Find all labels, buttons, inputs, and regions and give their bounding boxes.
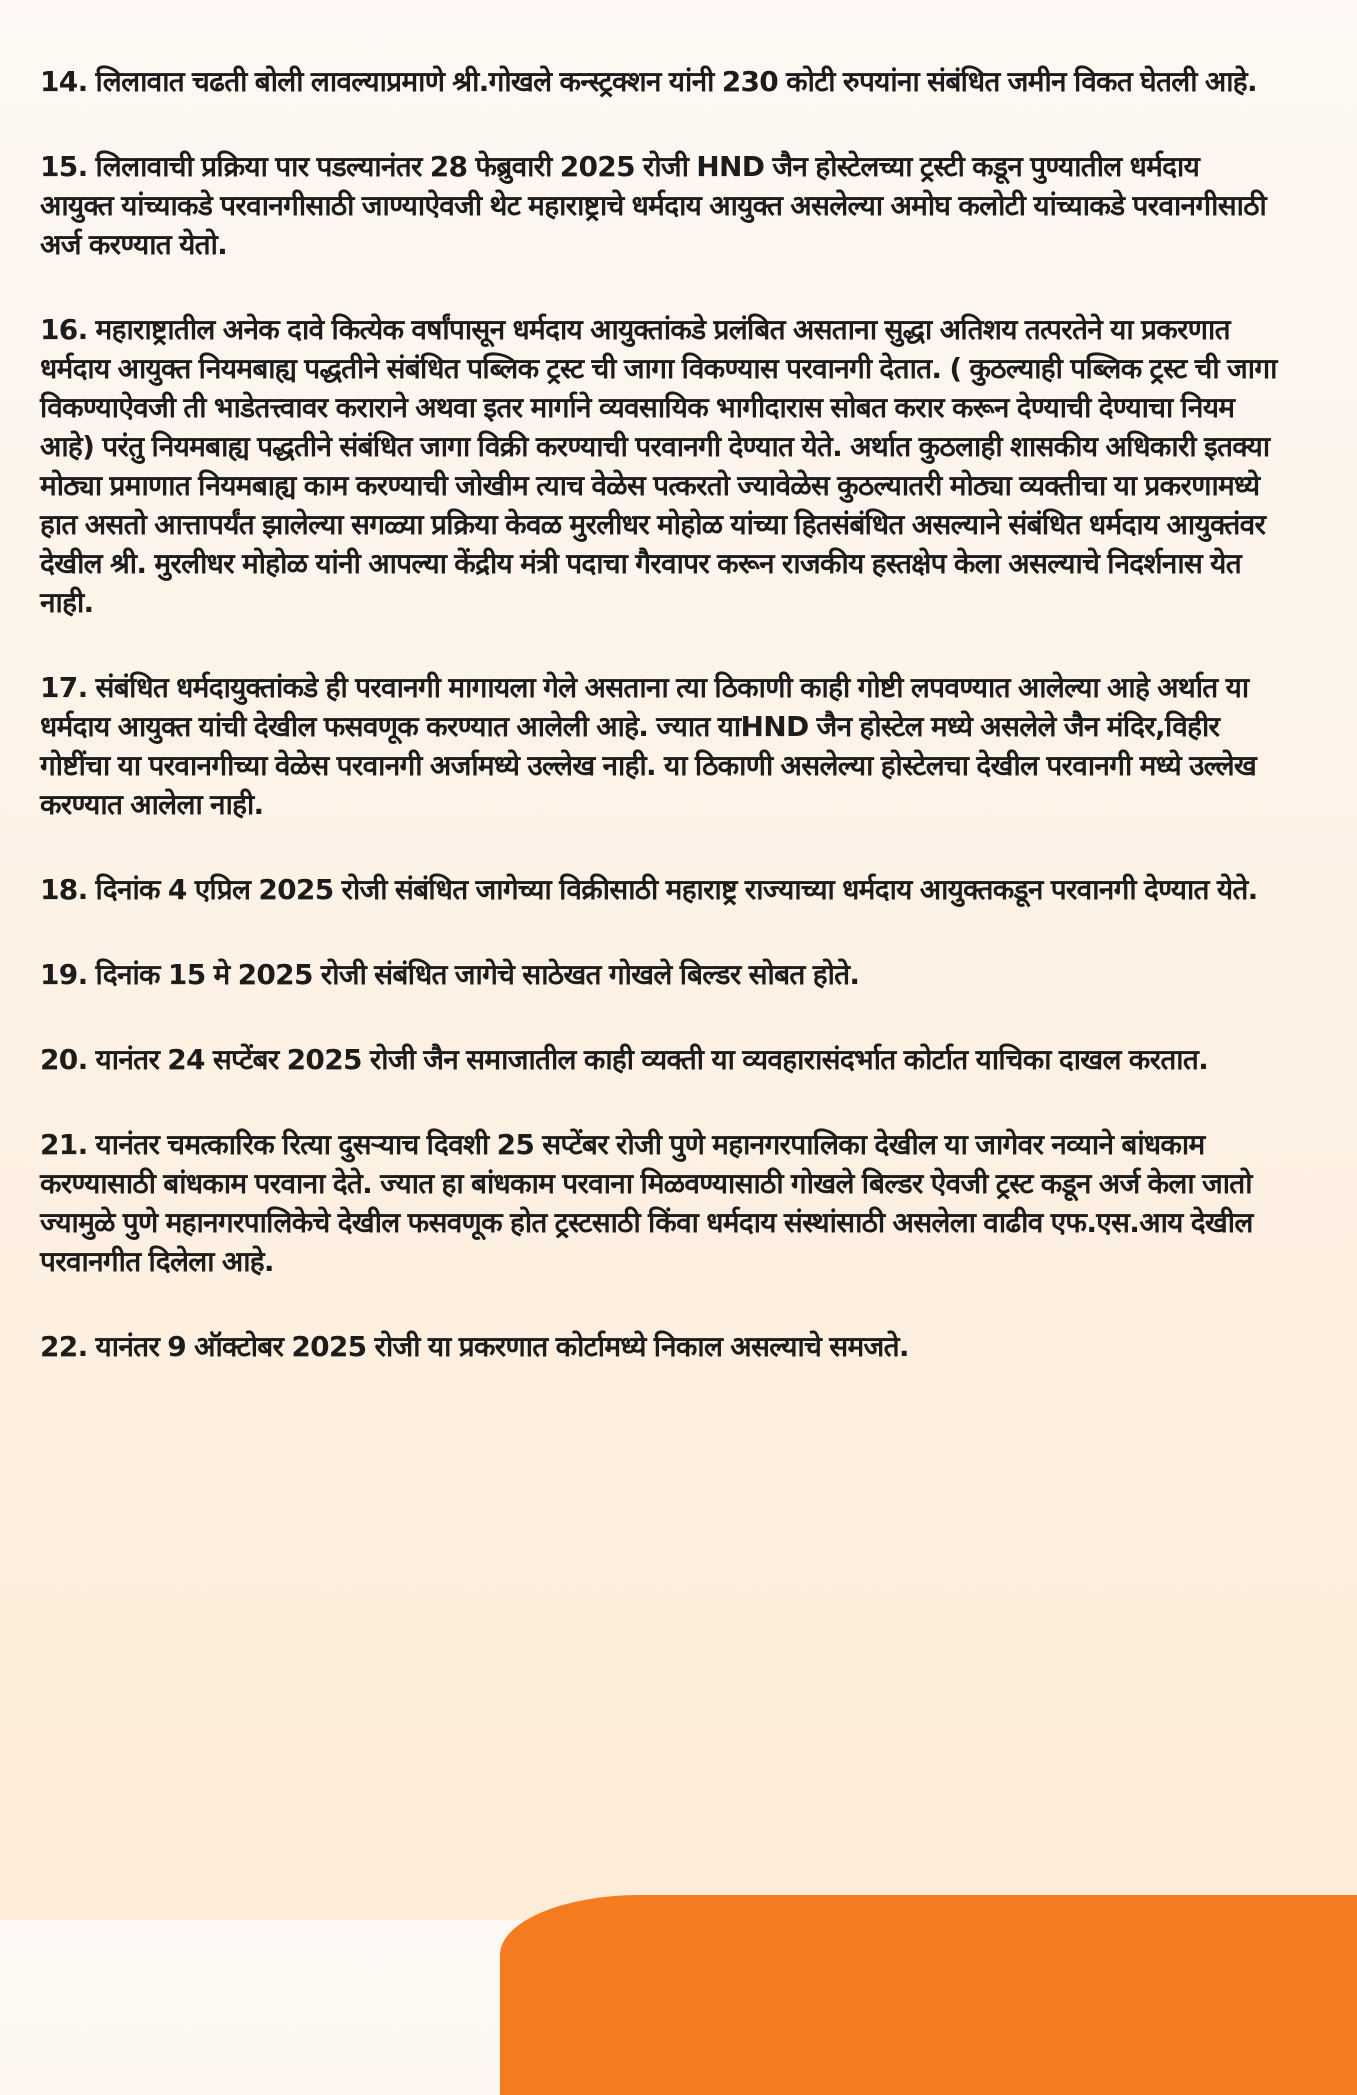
paragraph-17: 17. संबंधित धर्मदायुक्तांकडे ही परवानगी मागायला गेले असताना त्या ठिकाणी काही गोष्टी लपवण्यात आलेल्या आहे अर्थात या धर्मदाय आयुक्त यांची देखील फसवणूक करण्यात आलेली आहे. ज्यात याHND जैन होस्टेल मध्ये असलेले जैन मंदिर,विहीर गोष्टींचा या परवानगीच्या वेळेस परवानगी अर्जामध्ये उल्लेख नाही. या ठिकाणी असलेल्या होस्टेलचा देखील परवानगी मध्ये उल्लेख करण्यात आलेला नाही. <box>40 671 1257 821</box>
footer-accent-shape <box>500 1895 1357 2095</box>
paragraph-15: 15. लिलावाची प्रक्रिया पार पडल्यानंतर 28 फेब्रुवारी 2025 रोजी HND जैन होस्टेलच्या ट्रस्टी कडून पुण्यातील धर्मदाय आयुक्त यांच्याकडे परवानगीसाठी जाण्याऐवजी थेट महाराष्ट्राचे धर्मदाय आयुक्त असलेल्या अमोघ कलोटी यांच्याकडे परवानगीसाठी अर्ज करण्यात येतो. <box>40 150 1267 261</box>
document-body <box>40 62 1280 1412</box>
paragraph-20: 20. यानंतर 24 सप्टेंबर 2025 रोजी जैन समाजातील काही व्यक्ती या व्यवहारासंदर्भात कोर्टात याचिका दाखल करतात. <box>40 1043 1209 1076</box>
paragraph-16: 16. महाराष्ट्रातील अनेक दावे कित्येक वर्षांपासून धर्मदाय आयुक्तांकडे प्रलंबित असताना सुद्धा अतिशय तत्परतेने या प्रकरणात धर्मदाय आयुक्त नियमबाह्य पद्धतीने संबंधित पब्लिक ट्रस्ट ची जागा विकण्यास परवानगी देतात. ( कुठल्याही पब्लिक ट्रस्ट ची जागा विकण्याऐवजी ती भाडेतत्त्वावर कराराने अथवा इतर मार्गाने व्यवसायिक भागीदारास सोबत करार करून देण्याची देण्याचा नियम आहे) परंतु नियमबाह्य पद्धतीने संबंधित जागा विक्री करण्याची परवानगी देण्यात येते. अर्थात कुठलाही शासकीय अधिकारी इतक्या मोठ्या प्रमाणात नियमबाह्य काम करण्याची जोखीम त्याच वेळेस पत्करतो ज्यावेळेस कुठल्यातरी मोठ्या व्यक्तीचा या प्रकरणामध्ये हात असतो आत्तापर्यंत झालेल्या सगळ्या प्रक्रिया केवळ मुरलीधर मोहोळ यांच्या हितसंबंधित असल्याने संबंधित धर्मदाय आयुक्तंवर देखील श्री. मुरलीधर मोहोळ यांनी आपल्या केंद्रीय मंत्री पदाचा गैरवापर करून राजकीय हस्तक्षेप केला असल्याचे निदर्शनास येत नाही. <box>40 313 1277 619</box>
paragraph-14: 14. लिलावात चढती बोली लावल्याप्रमाणे श्री.गोखले कन्स्ट्रक्शन यांनी 230 कोटी रुपयांना संबंधित जमीन विकत घेतली आहे. <box>40 65 1257 98</box>
paragraph-21: 21. यानंतर चमत्कारिक रित्या दुसऱ्याच दिवशी 25 सप्टेंबर रोजी पुणे महानगरपालिका देखील या जागेवर नव्याने बांधकाम करण्यासाठी बांधकाम परवाना देते. ज्यात हा बांधकाम परवाना मिळवण्यासाठी गोखले बिल्डर ऐवजी ट्रस्ट कडून अर्ज केला जातो ज्यामुळे पुणे महानगरपालिकेचे देखील फसवणूक होत ट्रस्टसाठी किंवा धर्मदाय संस्थांसाठी असलेला वाढीव एफ.एस.आय देखील परवानगीत दिलेला आहे. <box>40 1128 1253 1278</box>
paragraph-22: 22. यानंतर 9 ऑक्टोबर 2025 रोजी या प्रकरणात कोर्टामध्ये निकाल असल्याचे समजते. <box>40 1330 909 1363</box>
paragraph-19: 19. दिनांक 15 मे 2025 रोजी संबंधित जागेचे साठेखत गोखले बिल्डर सोबत होते. <box>40 958 860 991</box>
paragraph-18: 18. दिनांक 4 एप्रिल 2025 रोजी संबंधित जागेच्या विक्रीसाठी महाराष्ट्र राज्याच्या धर्मदाय आयुक्तकडून परवानगी देण्यात येते. <box>40 873 1258 906</box>
